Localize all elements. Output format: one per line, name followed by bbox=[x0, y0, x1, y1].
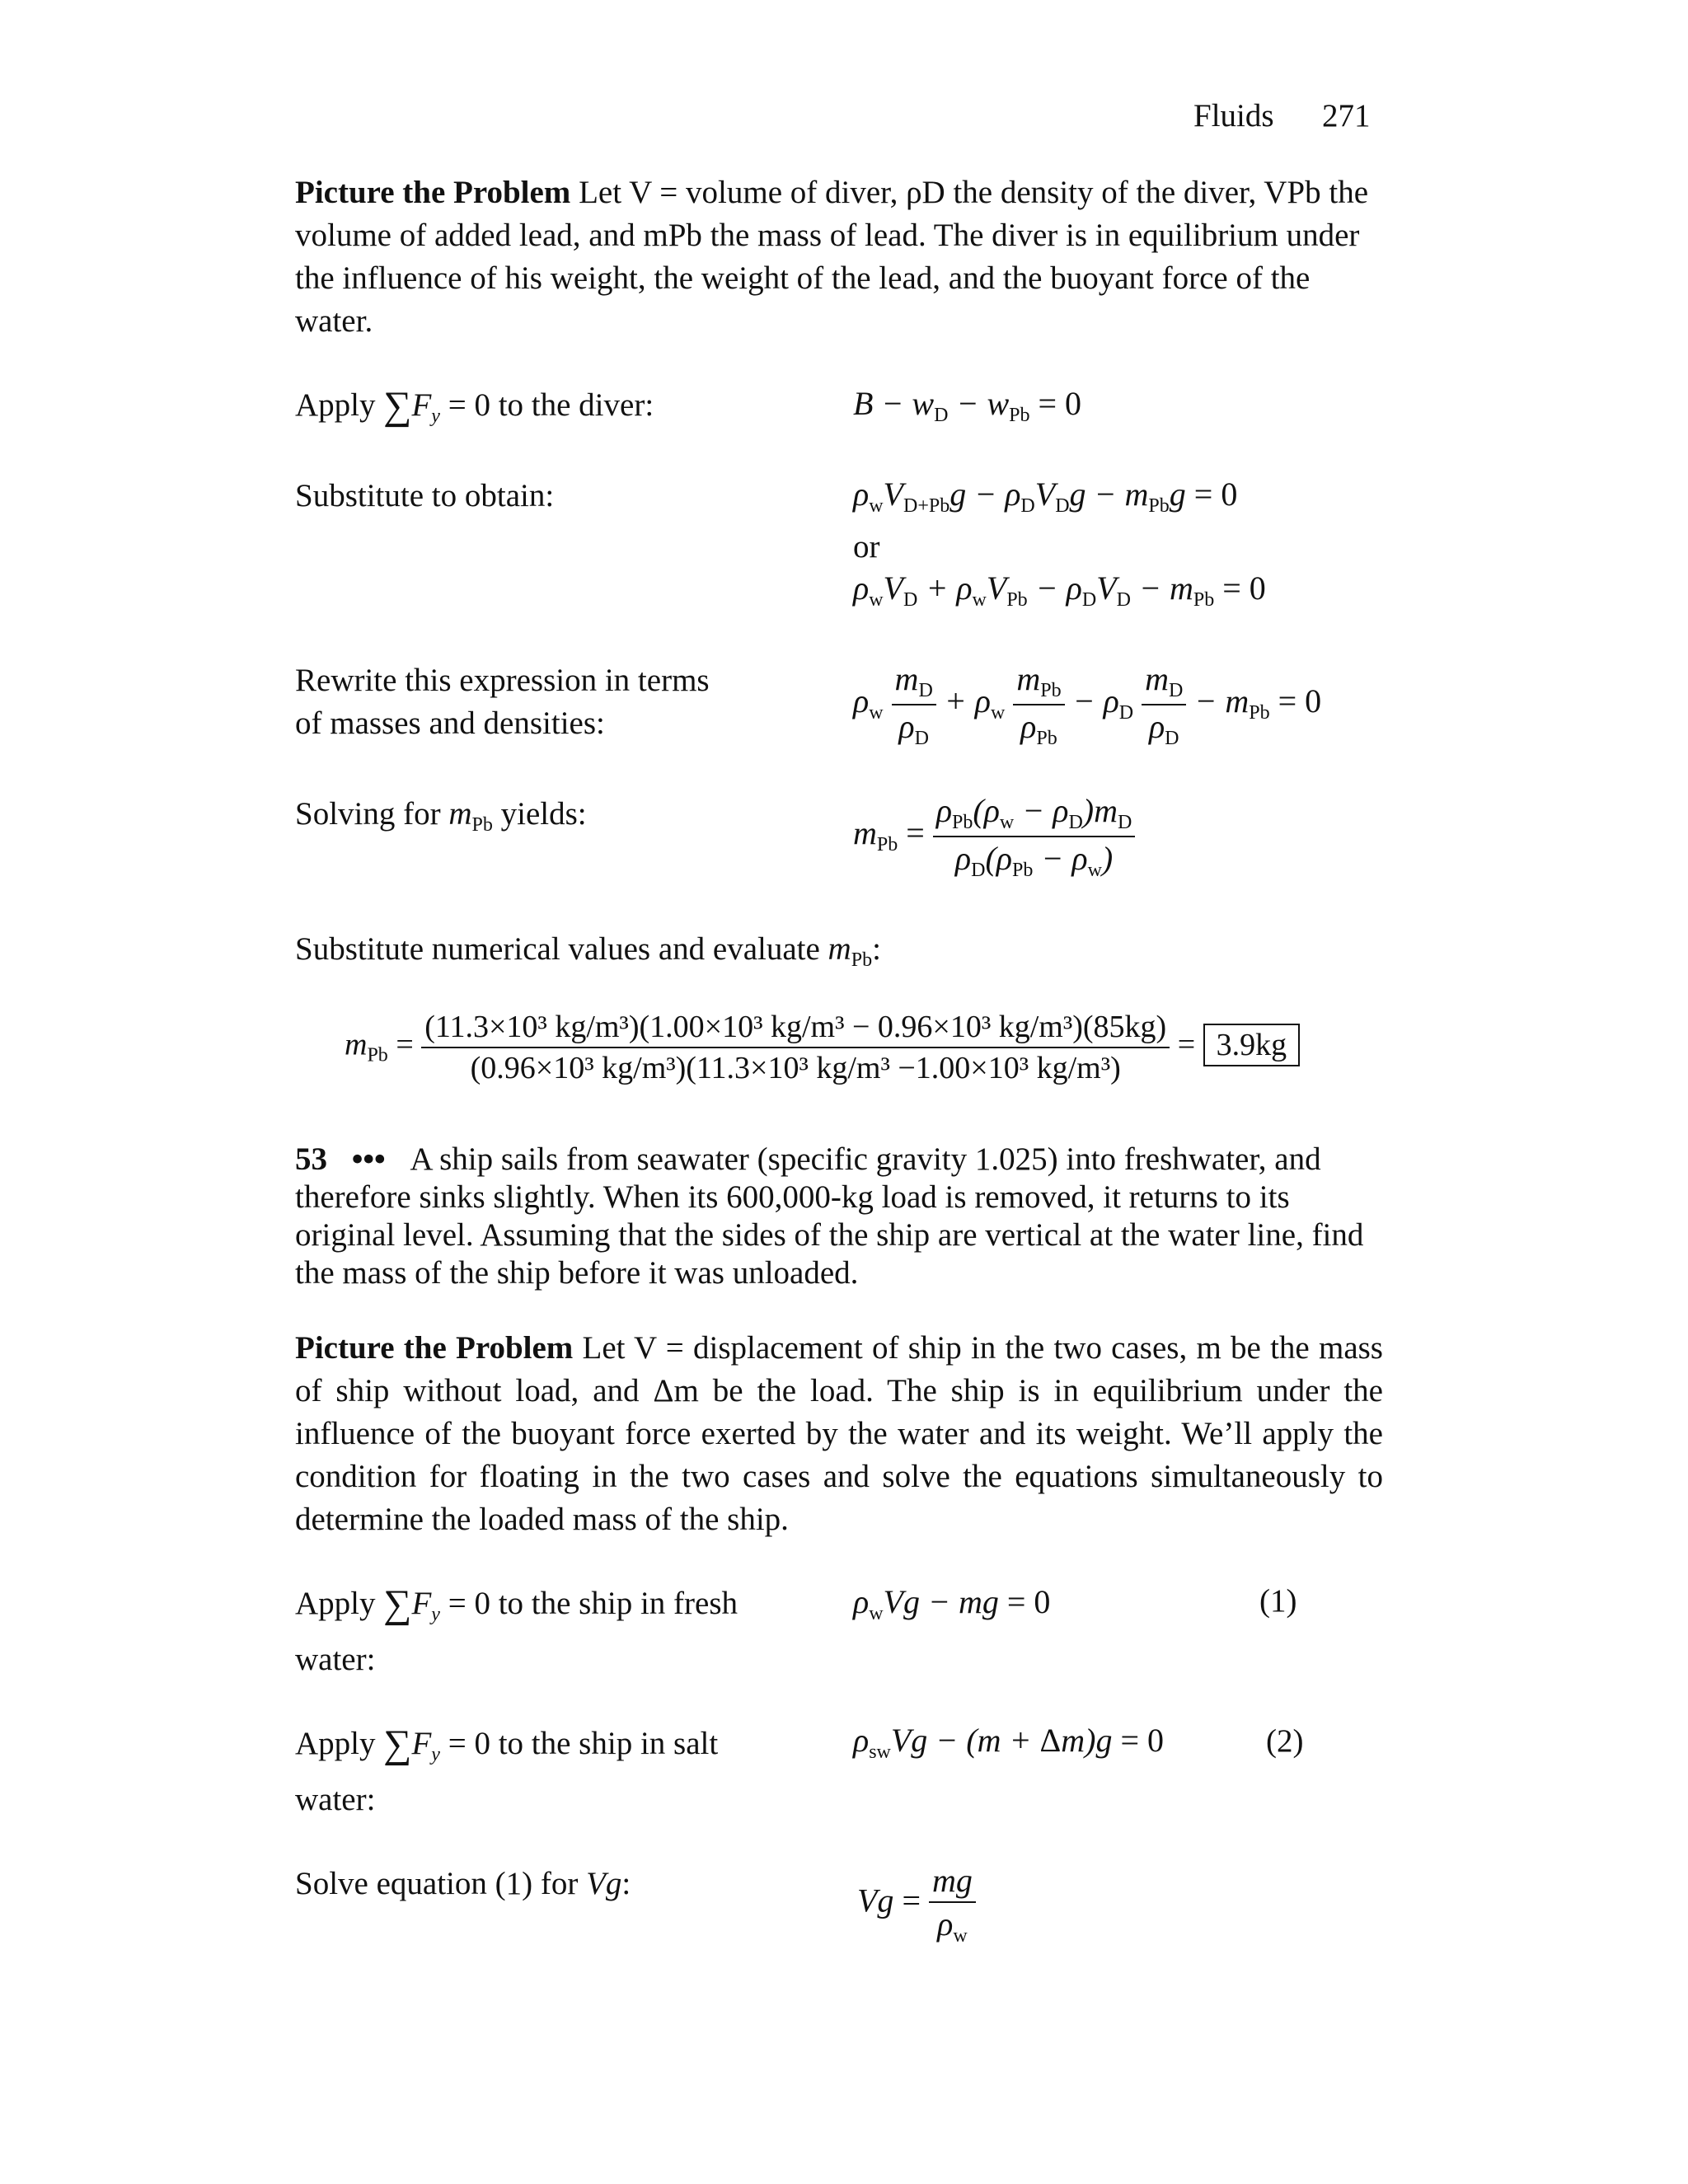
equation-1: $\rho_wVg$ − mg = 0 bbox=[853, 1583, 1051, 1624]
pp2-label: Picture the Problem bbox=[295, 1330, 574, 1366]
equation-volumes: $\rho_wV_D + \rho_wV_{Pb} - \rho_DV_D - m_{Pb} = 0$ bbox=[853, 569, 1266, 611]
problem-53 bbox=[295, 1141, 1383, 1292]
step-rewrite: Rewrite this expression in terms of masses and densities: bbox=[295, 663, 710, 741]
equation-2: $\rho_{sw}Vg - (m + \Delta m)g = 0$ bbox=[853, 1722, 1165, 1763]
problem-number: 53 bbox=[295, 1141, 327, 1177]
equation-substituted: $\rho_wV_{D+Pb}g - \rho_DV_Dg - m_{Pb}g = 0$ bbox=[853, 476, 1238, 517]
pp1-label: Picture the Problem bbox=[295, 175, 571, 210]
page-number: 271 bbox=[1322, 98, 1371, 134]
pp1-text: Let V = volume of diver, ρD the density of the diver, VPb the volume of added lead, and mPb the mass of lead. The diver is in equilibrium under the influence of his weight, the weight of the lead, and the buoyant force of the water. bbox=[295, 175, 1368, 339]
equation-numeric: $m_{Pb}$ = $\frac{\text{(11.3×10³ kg/m³)(1.00×10³ kg/m³ − 0.96×10³ kg/m³)(85kg)}}{\text{(0.96×10³ kg/m³)(11.3×10³ kg/m³ −1.00×10³ kg/m³)}}$ = 3.9kg bbox=[345, 1009, 1300, 1086]
equation-mpb-solution: $m_{Pb}$ = $\frac{\rho_{Pb}(\rho_w - \rho_D)m_D}{\rho_D(\rho_{Pb} - \rho_w)}$ bbox=[853, 791, 1135, 882]
step-substitute: Substitute to obtain: bbox=[295, 478, 555, 513]
step-apply-salt: Apply $\sum F_y = 0$ to the ship in salt bbox=[295, 1722, 719, 1766]
difficulty-dots: ••• bbox=[351, 1141, 386, 1177]
equation-equilibrium: $B - w_D - w_{Pb} = 0$ bbox=[853, 385, 1082, 426]
or-text: or bbox=[853, 529, 880, 565]
equation-vg: Vg = $\frac{mg}{\rho_w}$ bbox=[857, 1861, 976, 1947]
numeric-numerator: (11.3×10³ kg/m³)(1.00×10³ kg/m³ − 0.96×10³ kg/m³)(85kg) bbox=[421, 1009, 1170, 1048]
step-apply-fresh-water: water: bbox=[295, 1642, 376, 1677]
step-numeric: Substitute numerical values and evaluate $m_{Pb}$: bbox=[295, 931, 881, 971]
step-solve-vg: Solve equation (1) for Vg: bbox=[295, 1866, 631, 1901]
numeric-denominator: (0.96×10³ kg/m³)(11.3×10³ kg/m³ −1.00×10³ kg/m³) bbox=[470, 1051, 1121, 1085]
equation-1-number: (1) bbox=[1259, 1583, 1297, 1619]
chapter-title: Fluids bbox=[1193, 98, 1274, 134]
equation-masses: $\rho_w$ $\frac{m_D}{\rho_D}$ + $\rho_w$ $\frac{m_{Pb}}{\rho_{Pb}}$ − $\rho_D$ $\frac{m_D}{\rho_D}$ − $m_{Pb} = 0$ bbox=[853, 660, 1322, 749]
equation-2-number: (2) bbox=[1266, 1723, 1304, 1759]
step-apply-diver: Apply $\sum F_y = 0$ to the diver: bbox=[295, 384, 654, 428]
pp2-text: Let V = displacement of ship in the two cases, m be the mass of ship without load, and Δm be the load. The ship is in equilibrium under the influence of the buoyant force exerted by the water and its weight. We’ll apply the condition for floating in the two cases and solve the equations simultaneously to determine the loaded mass of the ship. bbox=[295, 1330, 1383, 1537]
step-solving: Solving for $m_{Pb}$ yields: bbox=[295, 796, 587, 836]
numeric-answer: 3.9kg bbox=[1203, 1024, 1301, 1066]
step-apply-fresh: Apply $\sum F_y = 0$ to the ship in fresh bbox=[295, 1582, 738, 1626]
problem-text: A ship sails from seawater (specific gravity 1.025) into freshwater, and therefore sinks slightly. When its 600,000-kg load is removed, it returns to its original level. Assuming that the sides of the ship are vertical at the water line, find the mass of the ship before it was unloaded. bbox=[295, 1141, 1364, 1291]
picture-the-problem-2 bbox=[295, 1327, 1383, 1541]
picture-the-problem-1 bbox=[295, 171, 1383, 343]
step-apply-salt-water: water: bbox=[295, 1782, 376, 1817]
